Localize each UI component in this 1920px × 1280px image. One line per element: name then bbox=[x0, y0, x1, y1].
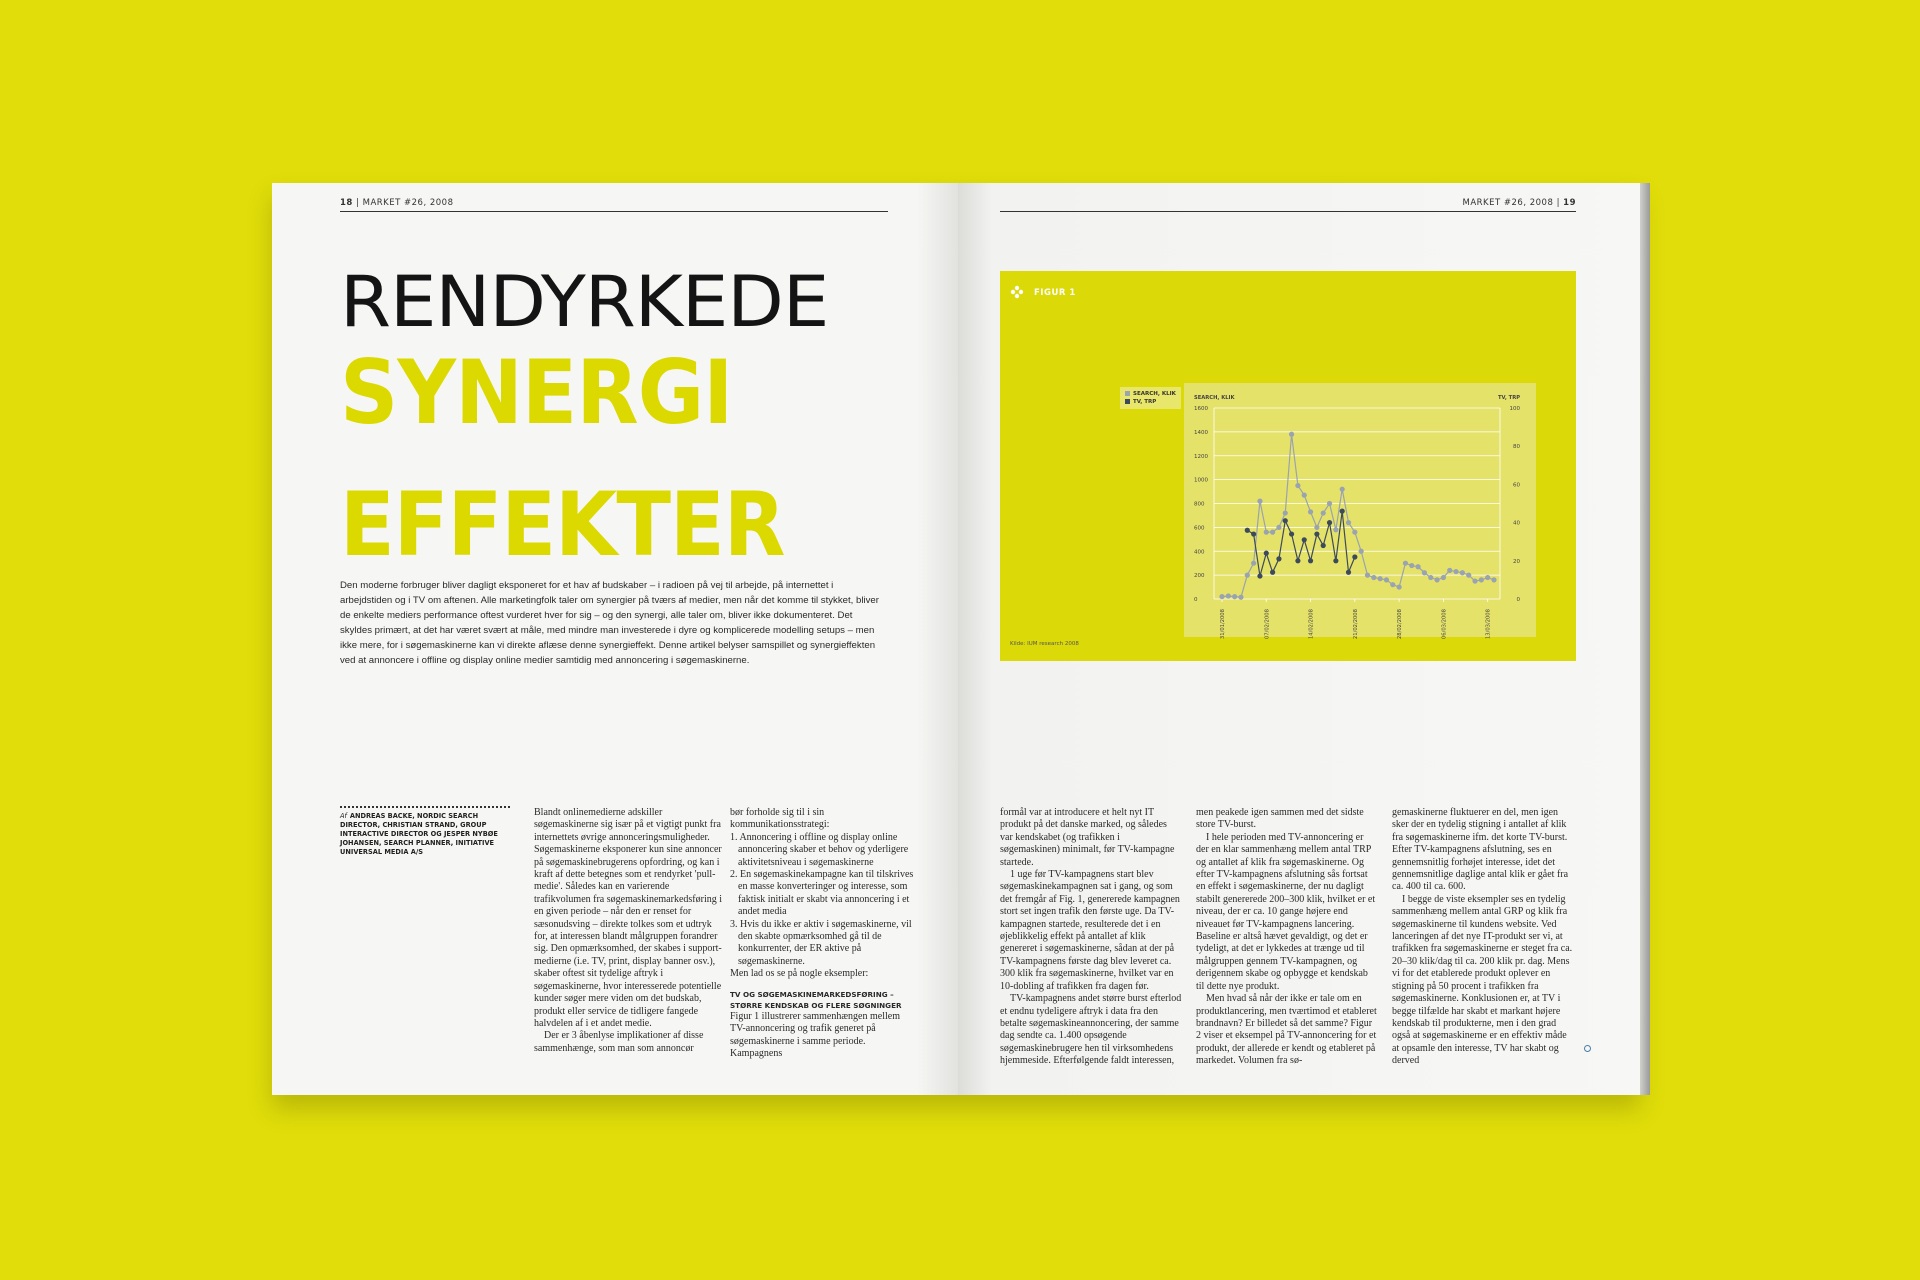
figure-1 bbox=[1000, 271, 1576, 661]
data-point-search bbox=[1283, 510, 1288, 515]
data-point-tv bbox=[1264, 551, 1269, 556]
y-tick-label-right: 80 bbox=[1513, 444, 1520, 451]
data-point-tv bbox=[1257, 573, 1262, 578]
data-point-search bbox=[1447, 568, 1452, 573]
body-paragraph: TV-kampagnens andet større burst efterlod et endnu tydeligere aftryk i data fra den betalte søgemaskineannoncering, der samme dag sendte ca. 1.400 opsøgende søgemaskinebrugere hen til virksomhedens hjemmeside. Efterfølgende faldt interessen, bbox=[1000, 993, 1182, 1067]
data-point-search bbox=[1434, 577, 1439, 582]
data-point-tv bbox=[1295, 558, 1300, 563]
byline-authors: ANDREAS BACKE, NORDIC SEARCH DIRECTOR, CHRISTIAN STRAND, GROUP INTERACTIVE DIRECTOR OG JESPER NYBØE JOHANSEN, SEARCH PLANNER, INITIATIVE UNIVERSAL MEDIA A/S bbox=[340, 812, 498, 856]
right-column-3 bbox=[1392, 807, 1576, 1068]
y-tick-label-left: 1400 bbox=[1194, 429, 1208, 436]
data-point-tv bbox=[1340, 509, 1345, 514]
data-point-search bbox=[1302, 493, 1307, 498]
data-point-tv bbox=[1283, 518, 1288, 523]
data-point-search bbox=[1378, 576, 1383, 581]
data-point-tv bbox=[1314, 531, 1319, 536]
y-tick-label-left: 1000 bbox=[1194, 477, 1208, 484]
data-point-search bbox=[1289, 432, 1294, 437]
data-point-search bbox=[1491, 577, 1496, 582]
data-point-tv bbox=[1333, 558, 1338, 563]
y-tick-label-left: 800 bbox=[1194, 501, 1205, 508]
list-item: 3. Hvis du ikke er aktiv i søgemaskinerne, vil den skabte opmærksomhed gå til de konkurrenter, der ER aktive på søgemaskinerne. bbox=[730, 918, 912, 967]
left-folio: 18 | MARKET #26, 2008 bbox=[340, 198, 454, 208]
data-point-search bbox=[1466, 573, 1471, 578]
byline-prefix: Af bbox=[340, 812, 347, 820]
data-point-search bbox=[1460, 570, 1465, 575]
data-point-tv bbox=[1251, 531, 1256, 536]
end-of-article-icon bbox=[1584, 1045, 1591, 1052]
right-page-number: 19 bbox=[1563, 198, 1576, 208]
data-point-tv bbox=[1276, 556, 1281, 561]
headline-line3: EFFEKTER bbox=[340, 473, 785, 576]
y-tick-label-left: 1600 bbox=[1194, 406, 1208, 412]
series-line-search bbox=[1222, 434, 1494, 597]
data-point-search bbox=[1441, 575, 1446, 580]
page-edge bbox=[1640, 183, 1650, 1095]
data-point-search bbox=[1340, 487, 1345, 492]
lead-paragraph: Den moderne forbruger bliver dagligt eksponeret for et hav af budskaber – i radioen på vej til arbejde, på internettet i arbejdstiden og i TV om aftenen. Alle marketingfolk taler om synergier på tværs af medier, men når det komme til stykket, bliver de enkelte mediers performance oftest vurderet hver for sig – og den synergi, alle taler om, bliver ikke dokumenteret. Det skyldes primært, at det har været svært at måle, med mindre man investerede i dyre og komplicerede modelling setups – men ikke mere, for i søgemaskinerne kan vi direkte aflæse denne synergieffekt. Denne artikel belyser samspillet og synergieffekten ved at annoncere i offline og display online medier samtidig med annoncering i søgemaskinerne. bbox=[340, 580, 879, 666]
y-tick-label-right: 0 bbox=[1516, 597, 1520, 603]
data-point-tv bbox=[1321, 543, 1326, 548]
figure-source: Kilde: IUM research 2008 bbox=[1010, 641, 1079, 647]
data-point-search bbox=[1365, 573, 1370, 578]
y-tick-label-left: 600 bbox=[1194, 525, 1205, 532]
x-tick-label: 21/02/2008 bbox=[1352, 609, 1359, 639]
y-tick-label-right: 100 bbox=[1509, 406, 1520, 412]
data-point-search bbox=[1479, 577, 1484, 582]
legend-label-tv: TV, TRP bbox=[1133, 399, 1157, 405]
list-item: 2. En søgemaskinekampagne kan til tilskrives en masse konverteringer og interesse, som faktisk initialt er skabt via annoncering i et andet media bbox=[730, 869, 914, 918]
data-point-tv bbox=[1302, 537, 1307, 542]
body-paragraph: formål var at introducere et helt nyt IT produkt på det danske marked, og således var kendskabet (og trafikken i søgemaskinen) minimalt, før TV-kampagne startede. bbox=[1000, 807, 1175, 868]
data-point-search bbox=[1308, 509, 1313, 514]
right-header-rule bbox=[1000, 211, 1576, 212]
data-point-search bbox=[1403, 561, 1408, 566]
data-point-search bbox=[1453, 569, 1458, 574]
headline-line1: RENDYRKEDE bbox=[340, 261, 829, 343]
data-point-tv bbox=[1308, 558, 1313, 563]
data-point-search bbox=[1397, 584, 1402, 589]
data-point-search bbox=[1333, 527, 1338, 532]
data-point-search bbox=[1245, 573, 1250, 578]
data-point-search bbox=[1295, 483, 1300, 488]
body-paragraph: I hele perioden med TV-annoncering er der en klar sammenhæng mellem antal TRP og antallet af klik fra søgemaskinerne. Og efter TV-kampagnens afslutning sås fortsat en effekt i søgemaskinerne, der nu dagligt stabilt genererede 200–300 klik, hvilket er et niveau, der er ca. 10 gange højere end niveauet før TV-kampagnens lancering. Baseline er altså hævet gevaldigt, og det er tydeligt, at det er lykkedes at trænge ud til målgruppen gennem TV-kampagnen, og derigennem skabe og opbygge et kendskab til dette nye produkt. bbox=[1196, 831, 1376, 992]
data-point-search bbox=[1276, 525, 1281, 530]
left-folio-text: MARKET #26, 2008 bbox=[362, 198, 454, 208]
magazine-spread bbox=[272, 183, 1640, 1095]
data-point-tv bbox=[1327, 520, 1332, 525]
x-tick-label: 06/03/2008 bbox=[1441, 609, 1448, 639]
figure-title: FIGUR 1 bbox=[1034, 288, 1076, 298]
data-point-search bbox=[1428, 575, 1433, 580]
y-tick-label-right: 20 bbox=[1513, 558, 1520, 565]
body-paragraph: Men hvad så når der ikke er tale om en produktlancering, men tværtimod et etableret brandnavn? Er billedet så det samme? Figur 2 viser et eksempel på TV-annoncering for et produkt, der allerede er kendt og etableret på markedet. Volumen fra sø- bbox=[1196, 993, 1377, 1067]
data-point-search bbox=[1359, 549, 1364, 554]
y-tick-label-left: 200 bbox=[1194, 573, 1205, 580]
body-paragraph: Figur 1 illustrerer sammenhængen mellem TV-annoncering og trafik generet på søgemaskinerne i samme periode. Kampagnens bbox=[730, 1010, 900, 1059]
y-axis-title-left: SEARCH, KLIK bbox=[1194, 395, 1235, 401]
implications-list bbox=[730, 832, 918, 968]
right-column-1 bbox=[1000, 807, 1182, 1068]
headline-line2: SYNERGI bbox=[340, 341, 733, 444]
left-page-number: 18 bbox=[340, 198, 353, 208]
data-point-search bbox=[1409, 563, 1414, 568]
y-axis-title-right: TV, TRP bbox=[1498, 395, 1520, 401]
data-point-search bbox=[1257, 499, 1262, 504]
left-page bbox=[272, 183, 958, 1095]
data-point-search bbox=[1270, 530, 1275, 535]
data-point-search bbox=[1422, 570, 1427, 575]
subheading: TV OG SØGEMASKINEMARKEDSFØRING – STØRRE KENDSKAB OG FLERE SØGNINGER bbox=[730, 989, 902, 1010]
data-point-search bbox=[1238, 595, 1243, 600]
data-point-search bbox=[1264, 530, 1269, 535]
data-point-search bbox=[1384, 577, 1389, 582]
data-point-search bbox=[1321, 510, 1326, 515]
line-chart bbox=[1000, 271, 1576, 661]
right-page bbox=[958, 183, 1640, 1095]
right-folio: MARKET #26, 2008 | 19 bbox=[1462, 198, 1576, 208]
data-point-search bbox=[1219, 594, 1224, 599]
x-tick-label: 14/02/2008 bbox=[1308, 609, 1315, 639]
legend-label-search: SEARCH, KLIK bbox=[1133, 391, 1176, 397]
data-point-search bbox=[1485, 575, 1490, 580]
x-tick-label: 28/02/2008 bbox=[1397, 609, 1404, 639]
body-paragraph: Der er 3 åbenlyse implikationer af disse sammenhænge, som man som annoncør bbox=[534, 1030, 704, 1054]
data-point-tv bbox=[1270, 570, 1275, 575]
list-item: 1. Annoncering i offline og display online annoncering skaber et behov og yderligere aktivitetsniveau i søgemaskinerne bbox=[730, 831, 909, 868]
y-tick-label-left: 400 bbox=[1194, 549, 1205, 556]
data-point-search bbox=[1226, 593, 1231, 598]
y-tick-label-left: 0 bbox=[1194, 597, 1198, 603]
data-point-tv bbox=[1245, 528, 1250, 533]
y-tick-label-right: 60 bbox=[1513, 482, 1520, 489]
data-point-search bbox=[1251, 561, 1256, 566]
data-point-tv bbox=[1352, 554, 1357, 559]
x-tick-label: 07/02/2008 bbox=[1264, 609, 1271, 639]
body-paragraph: men peakede igen sammen med det sidste store TV-burst. bbox=[1196, 807, 1364, 831]
body-paragraph: Blandt onlinemedierne adskiller søgemaskinerne sig især på et vigtigt punkt fra internettets øvrige annonceringsmuligheder. Søgemaskinerne eksponerer kun sine annoncer på søgemaskinebrugerens opfordring, og kan i kraft af dette betegnes som et rendyrket 'pull-medie'. Således kan en varierende trafikvolumen fra søgemaskinemarkedsføring i en given periode – når den er renset for sæsonudsving – direkte tolkes som et udtryk for, at interessen blandt målgruppen forandrer sig. Den opmærksomhed, der skabes i support-medierne (i.e. TV, print, display banner osv.), skaber oftest sit tydelige aftryk i søgemaskinerne, hvor interesserede potentielle kunder søger mere viden om det budskab, produkt eller service de tidligere fangede halvdelen af i et andet medie. bbox=[534, 807, 722, 1029]
left-header-rule bbox=[340, 211, 888, 212]
x-tick-label: 13/03/2008 bbox=[1485, 609, 1492, 639]
data-point-search bbox=[1390, 582, 1395, 587]
data-point-search bbox=[1472, 578, 1477, 583]
data-point-tv bbox=[1289, 531, 1294, 536]
data-point-tv bbox=[1346, 570, 1351, 575]
body-paragraph: Men lad os se på nogle eksempler: bbox=[730, 968, 869, 980]
data-point-search bbox=[1232, 594, 1237, 599]
byline bbox=[340, 806, 510, 857]
data-point-search bbox=[1371, 575, 1376, 580]
data-point-search bbox=[1314, 525, 1319, 530]
y-tick-label-left: 1200 bbox=[1194, 453, 1208, 460]
right-column-2 bbox=[1196, 807, 1378, 1068]
data-point-search bbox=[1346, 520, 1351, 525]
body-paragraph: 1 uge før TV-kampagnens start blev søgemaskinekampagnen sat i gang, og som det fremgår af Fig. 1, genererede kampagnen stort set ingen trafik den første uge. Da TV-kampagnen startede, resulterede det i en øjeblikkelig effekt på antallet af klik genereret i søgemaskinerne, sådan at der på TV-kampagnens første dag blev leveret ca. 300 klik fra søgemaskinerne, hvilket var en 10-dobling af trafikken fra dagen før. bbox=[1000, 869, 1180, 992]
body-paragraph: bør forholde sig til i sin kommunikationsstrategi: bbox=[730, 807, 830, 831]
data-point-search bbox=[1352, 530, 1357, 535]
body-paragraph: I begge de viste eksempler ses en tydelig sammenhæng mellem antal GRP og klik fra søgemaskinerne til kundens website. Ved lanceringen af det nye IT-produkt ser vi, at trafikken fra søgemaskinerne er steget fra ca. 20–30 klik/dag til ca. 200 klik pr. dag. Mens vi for det etablerede produkt oplever en stigning på 50 procent i trafikken fra søgemaskinerne. Konklusionen er, at TV i begge tilfælde har skabt et markant højere kendskab til produkterne, men i den grad også at søgemaskinerne er en effektiv måde at opsamle den interesse, TV har skabt og derved bbox=[1392, 893, 1573, 1067]
x-tick-label: 31/01/2008 bbox=[1220, 609, 1226, 639]
right-folio-text: MARKET #26, 2008 bbox=[1462, 198, 1554, 208]
data-point-search bbox=[1415, 564, 1420, 569]
y-tick-label-right: 40 bbox=[1513, 520, 1520, 527]
data-point-search bbox=[1327, 501, 1332, 506]
body-paragraph: gemaskinerne fluktuerer en del, men igen sker der en tydelig stigning i antallet af klik fra søgemaskinerne ifm. det korte TV-burst. Efter TV-kampagnens afslutning, ses en gennemsnitlig forhøjet interesse, idet det gennemsnitlige daglige antal klik er gået fra ca. 400 til ca. 600. bbox=[1392, 807, 1569, 893]
left-column-2 bbox=[730, 807, 918, 1060]
left-column-1 bbox=[534, 807, 722, 1055]
